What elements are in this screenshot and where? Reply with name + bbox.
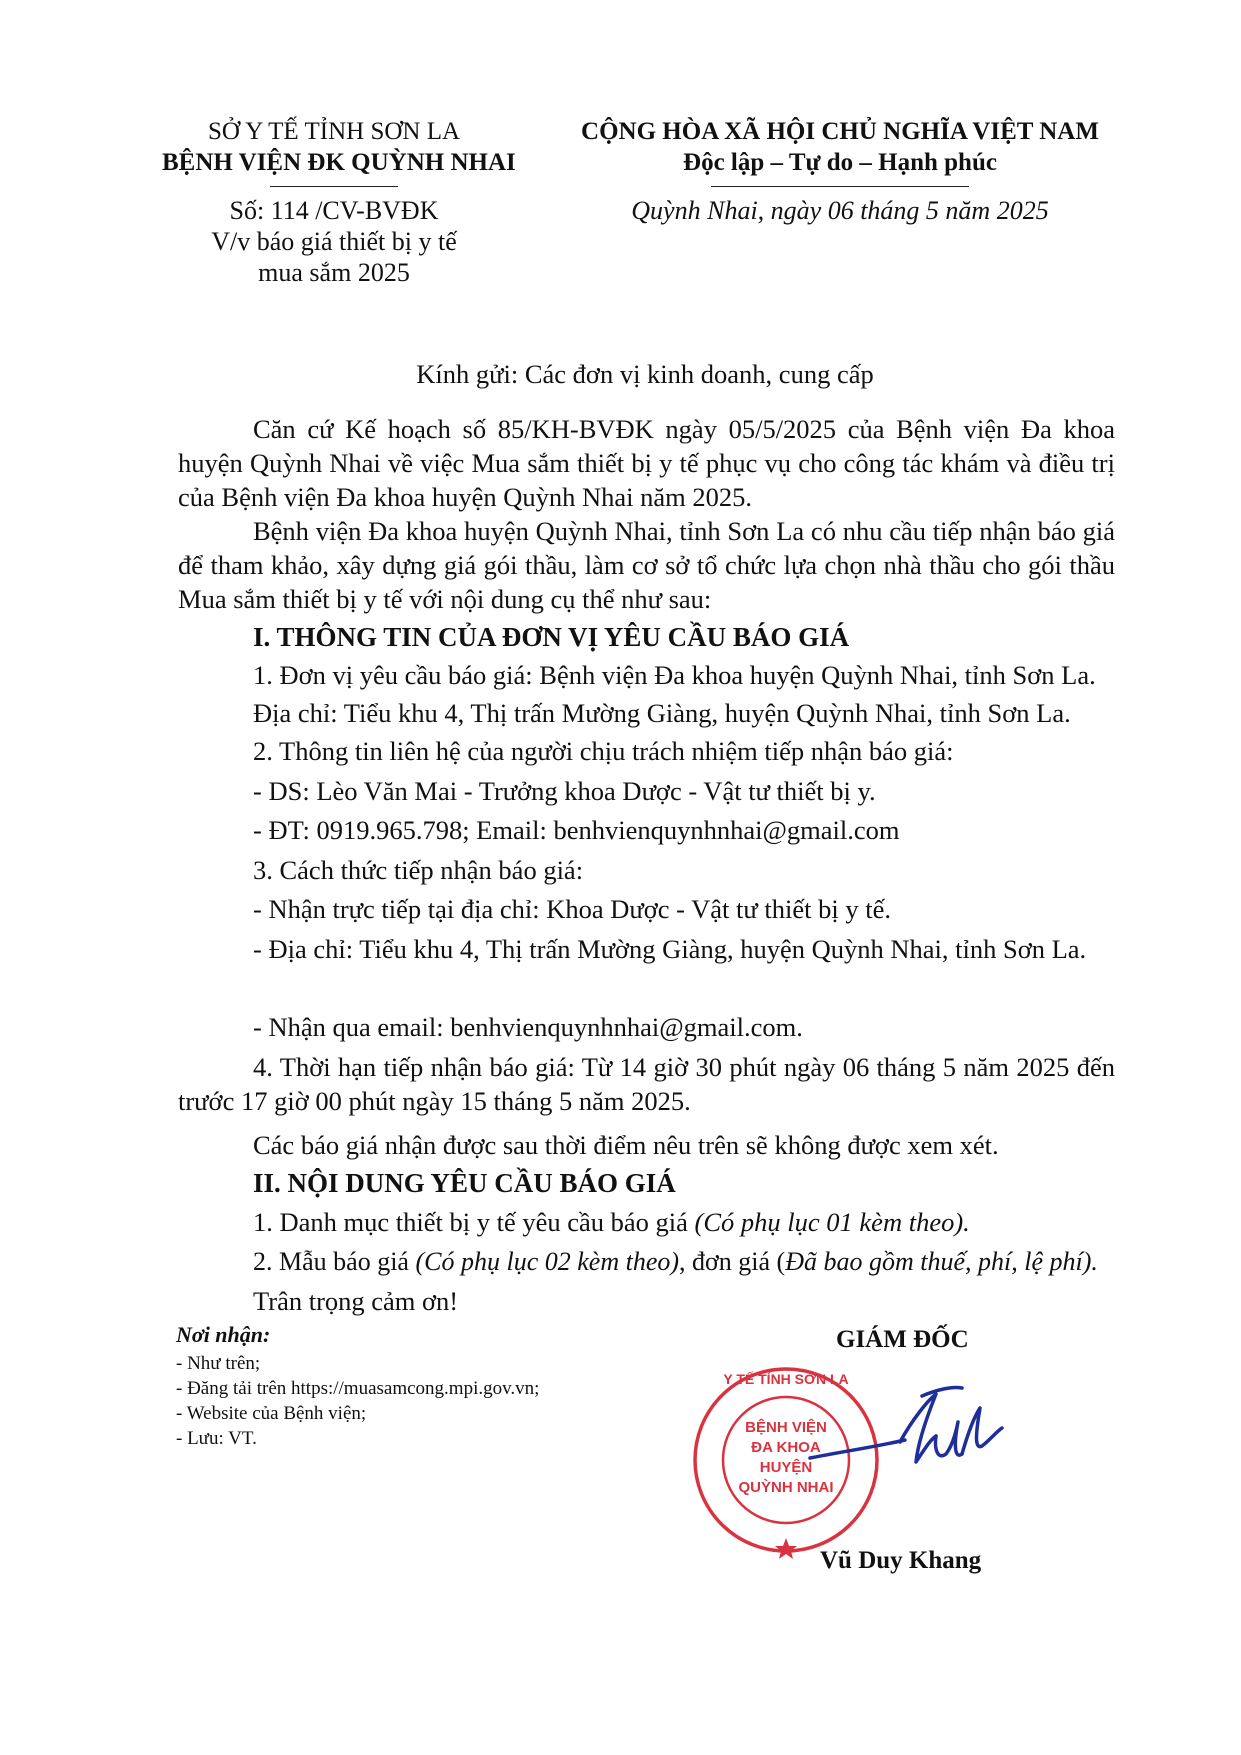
section-2-item-2-note: (Có phụ lục 02 kèm theo): [415, 1247, 680, 1276]
subject-line-2: mua sắm 2025: [258, 258, 410, 287]
section-1-item-4: 4. Thời hạn tiếp nhận báo giá: Từ 14 giờ 30 phút ngày 06 tháng 5 năm 2025 đến trước 17 giờ 00 phút ngày 15 tháng 5 năm 2025.: [178, 1052, 1115, 1116]
recipients-title: Nơi nhận:: [176, 1322, 271, 1347]
section-2-item-2: [253, 1245, 1098, 1279]
stamp-line-1: BỆNH VIỆN: [745, 1419, 827, 1436]
national-motto: Độc lập – Tự do – Hạnh phúc: [683, 149, 997, 176]
intro-paragraph-2: Bệnh viện Đa khoa huyện Quỳnh Nhai, tỉnh Sơn La có nhu cầu tiếp nhận báo giá để tham khảo, xây dựng giá gói thầu, làm cơ sở tổ chức lựa chọn nhà thầu cho gói thầu Mua sắm thiết bị y tế với nội dung cụ thể như sau:: [178, 516, 1115, 614]
section-2-item-2-mid: , đơn giá (: [679, 1247, 786, 1276]
method-direct: - Nhận trực tiếp tại địa chỉ: Khoa Dược - Vật tư thiết bị y tế.: [253, 894, 891, 924]
section-2-item-1-note: (Có phụ lục 01 kèm theo).: [694, 1207, 970, 1237]
intro-paragraph-1: Căn cứ Kế hoạch số 85/KH-BVĐK ngày 05/5/2025 của Bệnh viện Đa khoa huyện Quỳnh Nhai về việc Mua sắm thiết bị y tế phục vụ cho công tác khám và điều trị của Bệnh viện Đa khoa huyện Quỳnh Nhai năm 2025.: [178, 414, 1115, 512]
section-1-item-3: 3. Cách thức tiếp nhận báo giá:: [253, 855, 584, 885]
section-1-title: I. THÔNG TIN CỦA ĐƠN VỊ YÊU CẦU BÁO GIÁ: [253, 622, 850, 652]
hospital-name: BỆNH VIỆN ĐK QUỲNH NHAI: [162, 149, 516, 176]
stamp-line-2: ĐA KHOA: [751, 1439, 821, 1456]
recipient-item: - Đăng tải trên https://muasamcong.mpi.gov.vn;: [176, 1378, 540, 1399]
recipient-item: - Website của Bệnh viện;: [176, 1403, 367, 1424]
recipient-item: - Lưu: VT.: [176, 1428, 257, 1449]
section-1-item-1: 1. Đơn vị yêu cầu báo giá: Bệnh viện Đa khoa huyện Quỳnh Nhai, tỉnh Sơn La.: [253, 660, 1096, 690]
section-1-note: Các báo giá nhận được sau thời điểm nêu trên sẽ không được xem xét.: [253, 1130, 999, 1160]
header-right-rule: [711, 186, 969, 187]
method-address: - Địa chỉ: Tiểu khu 4, Thị trấn Mường Giàng, huyện Quỳnh Nhai, tỉnh Sơn La.: [253, 934, 1087, 964]
stamp-line-3: HUYỆN: [759, 1459, 813, 1476]
method-email: - Nhận qua email: benhvienquynhnhai@gmail.com.: [253, 1012, 803, 1042]
place-date: Quỳnh Nhai, ngày 06 tháng 5 năm 2025: [631, 196, 1049, 225]
contact-name: - DS: Lèo Văn Mai - Trưởng khoa Dược - Vật tư thiết bị y.: [253, 776, 876, 806]
section-2-item-1-text: 1. Danh mục thiết bị y tế yêu cầu báo giá: [253, 1207, 695, 1237]
addressee: Kính gửi: Các đơn vị kinh doanh, cung cấp: [416, 359, 874, 389]
section-1-address: Địa chỉ: Tiểu khu 4, Thị trấn Mường Giàng, huyện Quỳnh Nhai, tỉnh Sơn La.: [253, 698, 1071, 728]
document-number: Số: 114 /CV-BVĐK: [229, 196, 439, 225]
country-name: CỘNG HÒA XÃ HỘI CHỦ NGHĨA VIỆT NAM: [581, 118, 1099, 145]
stamp-line-4: QUỲNH NHAI: [738, 1479, 834, 1496]
stamp-star-icon: [775, 1538, 797, 1559]
section-2-item-2-text: 2. Mẫu báo giá: [253, 1247, 416, 1276]
signer-position: GIÁM ĐỐC: [836, 1326, 969, 1353]
thanks: Trân trọng cảm ơn!: [253, 1286, 459, 1316]
section-2-item-2-note-2: Đã bao gồm thuế, phí, lệ phí).: [785, 1247, 1098, 1276]
section-1-item-2: 2. Thông tin liên hệ của người chịu trách nhiệm tiếp nhận báo giá:: [253, 736, 954, 766]
stamp-outer-text: Y TẾ TỈNH SƠN LA: [723, 1371, 849, 1387]
signer-name: Vũ Duy Khang: [820, 1547, 982, 1574]
official-stamp: [695, 1369, 877, 1559]
header-left-rule: [270, 186, 398, 187]
recipient-item: - Như trên;: [176, 1353, 261, 1374]
section-2-title: II. NỘI DUNG YÊU CẦU BÁO GIÁ: [253, 1168, 676, 1198]
subject-line-1: V/v báo giá thiết bị y tế: [211, 227, 457, 256]
section-2-item-1: [253, 1205, 970, 1239]
agency-name: SỞ Y TẾ TỈNH SƠN LA: [207, 118, 461, 145]
contact-phone-email: - ĐT: 0919.965.798; Email: benhvienquynhnhai@gmail.com: [253, 815, 900, 845]
